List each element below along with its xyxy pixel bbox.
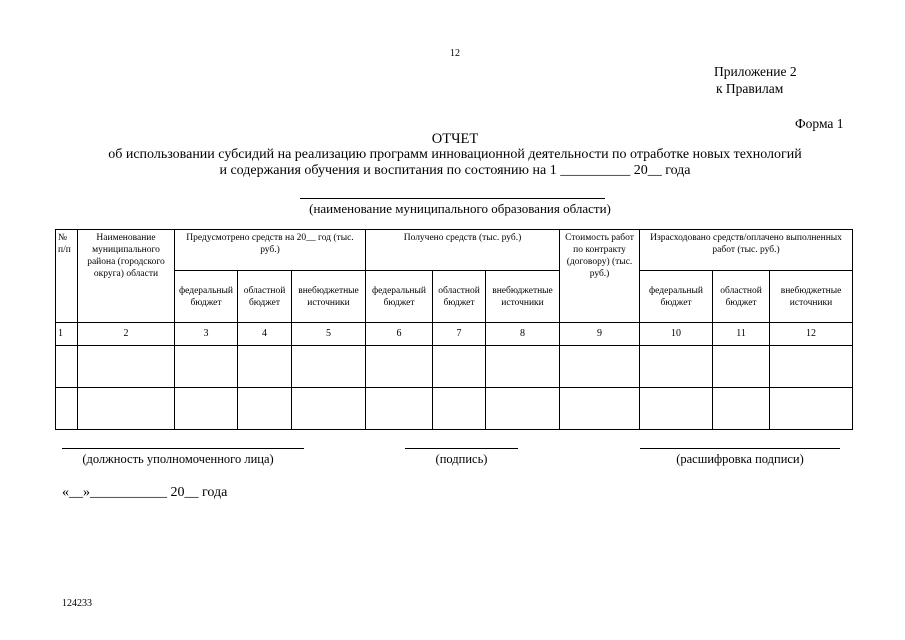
municipality-caption: (наименование муниципального образования области) xyxy=(309,201,611,216)
table-cell xyxy=(560,388,640,430)
header-group-received: Получено средств (тыс. руб.) xyxy=(366,230,560,271)
table-cell xyxy=(78,388,175,430)
table-cell xyxy=(640,346,713,388)
table-row xyxy=(56,388,853,430)
header-planned-extrabudget: внебюджетные источники xyxy=(292,271,366,323)
position-caption: (должность уполномоченного лица) xyxy=(82,452,274,466)
table-cell xyxy=(292,346,366,388)
column-number: 8 xyxy=(486,323,560,346)
table-cell xyxy=(433,388,486,430)
appendix-line-1: Приложение 2 xyxy=(714,64,797,79)
column-number: 11 xyxy=(713,323,770,346)
header-planned-regional: областной бюджет xyxy=(238,271,292,323)
decoding-caption: (расшифровка подписи) xyxy=(676,452,804,466)
signature-caption: (подпись) xyxy=(435,452,488,466)
table-cell xyxy=(486,388,560,430)
header-spent-regional: областной бюджет xyxy=(713,271,770,323)
table-cell xyxy=(770,346,853,388)
table-cell xyxy=(78,346,175,388)
column-number: 10 xyxy=(640,323,713,346)
table-cell xyxy=(56,388,78,430)
table-cell xyxy=(713,388,770,430)
header-number: № п/п xyxy=(56,230,78,323)
municipality-blank-line xyxy=(300,198,605,199)
table-cell xyxy=(640,388,713,430)
header-group-planned: Предусмотрено средств на 20__ год (тыс. руб.) xyxy=(175,230,366,271)
table-cell xyxy=(366,388,433,430)
report-heading: ОТЧЕТ xyxy=(431,131,479,147)
table-cell xyxy=(770,388,853,430)
table-cell xyxy=(175,388,238,430)
column-number: 6 xyxy=(366,323,433,346)
signature-line xyxy=(405,448,518,449)
column-number: 9 xyxy=(560,323,640,346)
report-subtitle-line-1: об использовании субсидий на реализацию программ инновационной деятельности по отработке новых технологий xyxy=(108,147,802,162)
position-signature-line xyxy=(62,448,304,449)
header-municipality-name: Наименование муниципального района (городского округа) области xyxy=(78,230,175,323)
table-cell xyxy=(175,346,238,388)
table-cell xyxy=(486,346,560,388)
header-received-extrabudget: внебюджетные источники xyxy=(486,271,560,323)
decoding-signature-line xyxy=(640,448,840,449)
header-planned-federal: федеральный бюджет xyxy=(175,271,238,323)
header-received-regional: областной бюджет xyxy=(433,271,486,323)
report-table xyxy=(55,229,853,430)
column-number: 7 xyxy=(433,323,486,346)
report-subtitle-line-2: и содержания обучения и воспитания по состоянию на 1 __________ 20__ года xyxy=(219,163,691,178)
column-number: 12 xyxy=(770,323,853,346)
table-cell xyxy=(238,388,292,430)
column-number: 3 xyxy=(175,323,238,346)
table-cell xyxy=(560,346,640,388)
header-spent-federal: федеральный бюджет xyxy=(640,271,713,323)
column-number: 2 xyxy=(78,323,175,346)
report-title xyxy=(60,131,850,179)
column-number: 5 xyxy=(292,323,366,346)
header-contract-cost: Стоимость работ по контракту (договору) (тыс. руб.) xyxy=(560,230,640,323)
column-number-row xyxy=(56,323,853,346)
form-label: Форма 1 xyxy=(795,116,844,131)
date-line: «__»___________ 20__ года xyxy=(62,485,228,500)
column-number: 1 xyxy=(56,323,78,346)
table-row xyxy=(56,346,853,388)
page-number: 12 xyxy=(450,48,460,59)
column-number: 4 xyxy=(238,323,292,346)
table-cell xyxy=(292,388,366,430)
footer-code: 124233 xyxy=(62,598,92,609)
appendix-line-2: к Правилам xyxy=(716,81,784,96)
table-cell xyxy=(713,346,770,388)
table-cell xyxy=(366,346,433,388)
table-cell xyxy=(56,346,78,388)
appendix-reference xyxy=(714,63,797,97)
header-received-federal: федеральный бюджет xyxy=(366,271,433,323)
table-cell xyxy=(238,346,292,388)
header-group-spent: Израсходовано средств/оплачено выполненных работ (тыс. руб.) xyxy=(640,230,853,271)
table-cell xyxy=(433,346,486,388)
header-spent-extrabudget: внебюджетные источники xyxy=(770,271,853,323)
